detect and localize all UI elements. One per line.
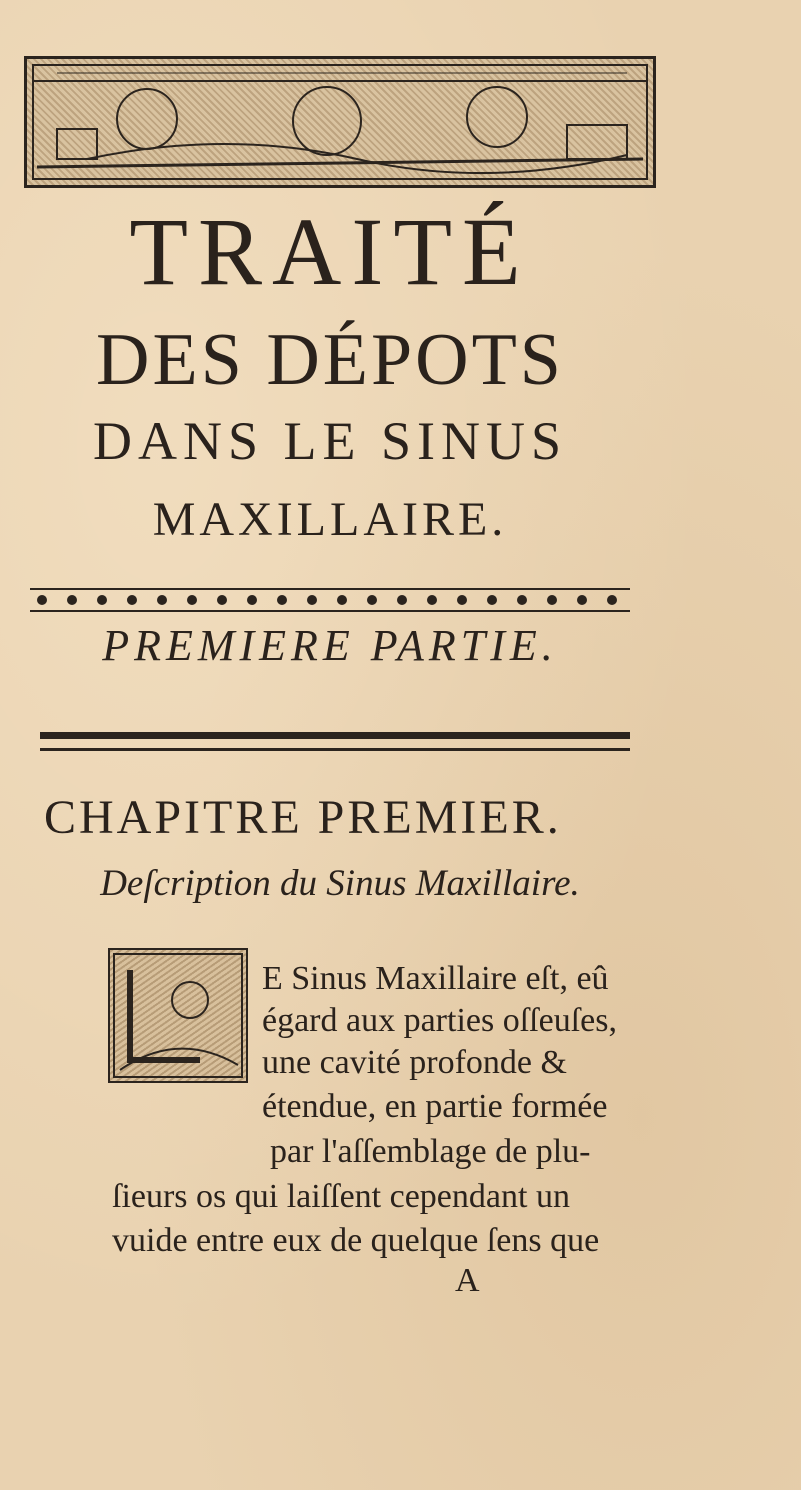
- body-line-6: ſieurs os qui laiſſent cependant un: [112, 1178, 570, 1215]
- thick-rule: [40, 732, 630, 739]
- body-line-7: vuide entre eux de quelque ſens que: [112, 1222, 600, 1259]
- chapter-title: CHAPITRE PREMIER.: [44, 791, 562, 844]
- body-line-2: égard aux parties oſſeuſes,: [262, 1002, 617, 1039]
- title-line-3: DANS LE SINUS: [92, 411, 568, 471]
- title-line-1: TRAITÉ: [129, 198, 531, 305]
- body-line-3: une cavité profonde &: [262, 1044, 567, 1081]
- signature-mark: A: [455, 1262, 480, 1299]
- title-line-2: DES DÉPOTS: [96, 319, 564, 401]
- engraved-vignette-illustration: [24, 56, 656, 188]
- thin-rule: [40, 748, 630, 751]
- body-line-1: E Sinus Maxillaire eſt, eû: [262, 960, 609, 997]
- body-line-5: par l'aſſemblage de plu-: [270, 1133, 591, 1170]
- ornamental-initial-icon: [108, 948, 248, 1083]
- title-line-4: MAXILLAIRE.: [152, 493, 508, 546]
- body-line-4: étendue, en partie formée: [262, 1088, 608, 1125]
- fleuron-ornament-row: [30, 580, 630, 620]
- chapter-subtitle: Deſcription du Sinus Maxillaire.: [100, 863, 580, 904]
- part-heading: PREMIERE PARTIE.: [102, 621, 558, 670]
